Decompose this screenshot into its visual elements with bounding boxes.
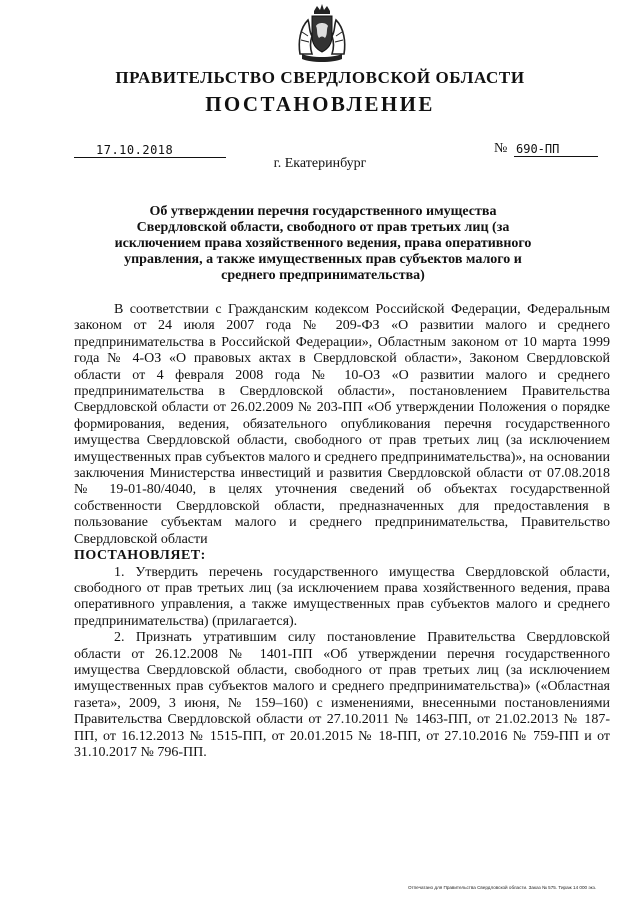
document-title: Об утверждении перечня государственного имущества Свердловской области, свободного от прав третьих лиц (за исключением права хозяйственного ведения, права оперативного управления, а также имущественных прав субъектов малого и среднего предпринимательства) — [114, 204, 532, 283]
number-sign: № — [494, 141, 508, 156]
item-1-paragraph: 1. Утвердить перечень государственного имущества Свердловской области, свободного от прав третьих лиц (за исключением права хозяйственного ведения, права оперативного управления, а также имущественных прав субъектов малого и среднего предпринимательства) (прилагается). — [74, 564, 610, 629]
print-footnote: Отпечатано для Правительства Свердловской области. Заказ № 575. Тираж 14 000 экз. — [408, 885, 597, 890]
document-body — [74, 302, 610, 761]
document-type: ПОСТАНОВЛЕНИЕ — [205, 92, 435, 116]
intro-paragraph: В соответствии с Гражданским кодексом Российской Федерации, Федеральным законом от 24 июля 2007 года № 209-ФЗ «О развитии малого и среднего предпринимательства в Российской Федерации», Областным законом от 10 марта 1999 года № 4-ОЗ «О правовых актах в Свердловской области», Законом Свердловской области от 4 февраля 2008 года № 10-ОЗ «О развитии малого и среднего предпринимательства в Свердловской области», постановлением Правительства Свердловской области от 26.02.2009 № 203-ПП «Об утверждении Положения о порядке формирования, ведения, обязательного опубликования перечня государственного имущества Свердловской области, свободного от прав третьих лиц (за исключением имущественных прав субъектов малого и среднего предпринимательства)», на основании заключения Министерства инвестиций и развития Свердловской области от 07.08.2018 № 19-01-80/4040, в целях уточнения сведений об объектах государственной собственности Свердловской области, предназначенных для предоставления в пользование субъектам малого и среднего предпринимательства, Правительство Свердловской области — [74, 302, 610, 547]
city: г. Екатеринбург — [273, 156, 367, 171]
document-date: 17.10.2018 — [96, 143, 174, 157]
coat-of-arms-icon — [296, 2, 348, 64]
document-number-line — [514, 139, 598, 157]
item-2-paragraph: 2. Признать утратившим силу постановление Правительства Свердловской области от 26.12.2008 № 1401-ПП «Об утверждении перечня государственного имущества Свердловской области, свободного от прав третьих лиц (за исключением имущественных прав субъектов малого и среднего предпринимательства)» («Областная газета», 2009, 3 июня, № 159–160) с изменениями, внесенными постановлениями Правительства Свердловской области от 27.10.2011 № 1463-ПП, от 21.02.2013 № 187-ПП, от 16.12.2013 № 1515-ПП, от 20.01.2015 № 18-ПП, от 27.10.2016 № 759-ПП и от 31.10.2017 № 796-ПП. — [74, 630, 610, 760]
document-number: 690-ПП — [516, 142, 560, 156]
decree-word: ПОСТАНОВЛЯЕТ: — [74, 548, 206, 564]
organization-name: ПРАВИТЕЛЬСТВО СВЕРДЛОВСКОЙ ОБЛАСТИ — [115, 68, 525, 87]
